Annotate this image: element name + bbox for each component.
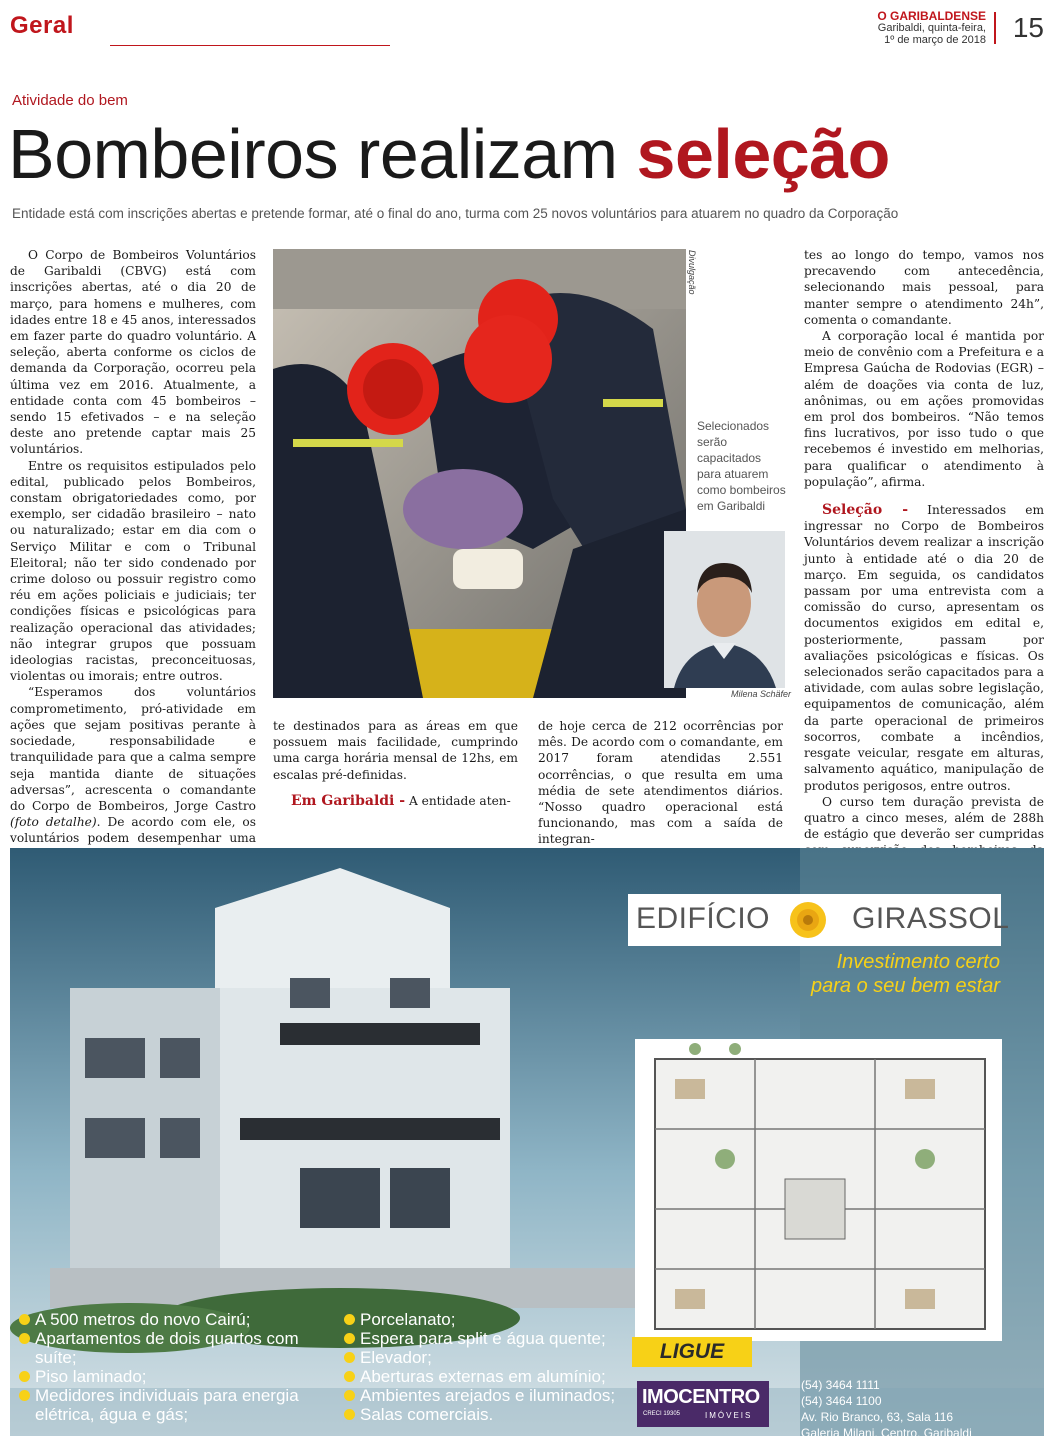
subhead-text: A entidade aten- bbox=[408, 793, 511, 808]
agency-name: IMOCENTRO bbox=[642, 1386, 760, 1408]
feature-item: Medidores individuais para energia elétrica, água e gás; bbox=[18, 1386, 318, 1424]
feature-item: Piso laminado; bbox=[18, 1367, 318, 1386]
rescue-photo bbox=[273, 249, 686, 698]
publication-info bbox=[877, 10, 986, 46]
address-2: Galeria Milani, Centro, Garibaldi bbox=[801, 1426, 972, 1440]
feature-item: Elevador; bbox=[343, 1348, 643, 1367]
article-headline bbox=[8, 112, 890, 196]
commander-portrait bbox=[664, 531, 785, 688]
photo-credit: Divulgação bbox=[687, 250, 697, 295]
publication-name: O GARIBALDENSE bbox=[877, 9, 986, 23]
location-day: Garibaldi, quinta-feira, bbox=[877, 22, 986, 34]
paragraph: tes ao longo do tempo, vamos nos precavendo com antecedência, selecionando mais pessoal, para manter sempre o atendimento 24h”, comenta o comandante. bbox=[804, 248, 1044, 327]
portrait-credit: Milena Schäfer bbox=[731, 689, 792, 699]
continued-text: . De acordo com ele, os voluntários podem desempenhar uma bbox=[10, 815, 256, 846]
feature-item: Ambientes arejados e iluminados; bbox=[343, 1386, 643, 1405]
page-number: 15 bbox=[1012, 12, 1044, 43]
floor-plan bbox=[635, 1039, 1002, 1341]
feature-item: A 500 metros do novo Cairú; bbox=[18, 1310, 318, 1329]
subhead-selecao: Seleção - bbox=[822, 502, 909, 519]
agency-sub: IMÓVEIS bbox=[705, 1411, 753, 1420]
feature-item: Aberturas externas em alumínio; bbox=[343, 1367, 643, 1386]
paragraph: de hoje cerca de 212 ocorrências por mês. De acordo com o comandante, em 2017 foram atendidas 2.551 ocorrências, o que resulta em uma média de sete atendimentos diários. “Nosso quadro operacional está funcionando, mas com a saída de integran- bbox=[538, 719, 783, 847]
headline-plain: Bombeiros realizam bbox=[8, 115, 618, 193]
brand-right: GIRASSOL bbox=[852, 902, 1010, 935]
article-column-2 bbox=[273, 718, 518, 809]
features-list-left bbox=[18, 1310, 318, 1424]
paragraph: O curso tem duração prevista de quatro a cinco meses, além de 288h de estágio que deverão ser cumpridas bbox=[804, 794, 1044, 842]
tagline-line-1: Investimento certo bbox=[836, 951, 1000, 973]
contact-info bbox=[801, 1377, 972, 1441]
paragraph: A corporação local é mantida por meio de convênio com a Prefeitura e a Empresa Gaúcha de Rodovias (EGR) – além de doações via conta de luz, anônimas, ou em ações promovidas em prol dos bombeiros. “Não temos fins lucrativos, por isso tudo o que recebemos é investido em melhorias, para qualificar o atendimento à população”, afirma. bbox=[804, 329, 1044, 489]
tagline-line-2: para o seu bem estar bbox=[811, 975, 1000, 997]
page-header bbox=[10, 10, 1048, 46]
page-divider bbox=[994, 12, 996, 44]
photo-caption: Selecionados serão capacitados para atuarem como bombeiros em Garibaldi bbox=[697, 419, 786, 513]
section-title: Geral bbox=[10, 12, 74, 39]
feature-item: Porcelanato; bbox=[343, 1310, 643, 1329]
agency-creci: CRECI 19305 bbox=[643, 1411, 681, 1417]
feature-item: Apartamentos de dois quartos com suíte; bbox=[18, 1329, 318, 1367]
article-column-1 bbox=[10, 247, 256, 879]
imocentro-logo bbox=[637, 1381, 769, 1427]
phone-2: (54) 3464 1100 bbox=[801, 1394, 882, 1408]
edificio-girassol-logo bbox=[628, 894, 1010, 946]
feature-item: Espera para split e água quente; bbox=[343, 1329, 643, 1348]
paragraph: te destinados para as áreas em que possuem mais facilidade, cumprindo uma carga horária mensal de 12hs, em escalas pré-definidas. bbox=[273, 719, 518, 782]
phone-1: (54) 3464 1111 bbox=[801, 1378, 880, 1392]
features-list-right bbox=[343, 1310, 643, 1424]
feature-item: Salas comerciais. bbox=[343, 1405, 643, 1424]
sunflower-icon bbox=[788, 900, 828, 940]
subhead-text: Interessados em ingressar no Corpo de Bombeiros Voluntários devem realizar a inscrição junto à entidade até o dia 20 de março. Em seguida, os candidatos passam por uma entrevista com a comissão do curso, apresentam os documentos exigidos em edital e, posteriormente, passam por avaliações psicológicas e físicas. Os selecionados serão capacitados para a atividade, com aulas sobre legislação, equipamentos de comunicação, além da parte operacional de primeiros socorros, combate a incêndios, resgate veicular, resgate em alturas, salvamento aquático, manipulação de produtos perigosos, entre outros. bbox=[804, 503, 1045, 793]
section-rule bbox=[110, 45, 390, 46]
address-1: Av. Rio Branco, 63, Sala 116 bbox=[801, 1410, 954, 1424]
ad-tagline bbox=[800, 950, 1000, 998]
subhead-em-garibaldi: Em Garibaldi - bbox=[291, 792, 406, 809]
paragraph bbox=[273, 793, 518, 809]
paragraph: O Corpo de Bombeiros Voluntários de Garibaldi (CBVG) está com inscrições abertas, até o dia 20 de março, para homens e mulheres, com idades entre 18 e 45 anos, interessados em fazer parte do quadro voluntário. A seleção, aberta conforme os ciclos de demanda da Corporação, ocorreu pela última vez em 2016. Atualmente, a entidade conta com 45 bombeiros – sendo 15 efetivados – e na seleção deste ano pretende captar mais 25 voluntários. bbox=[10, 248, 256, 457]
brand-left: EDIFÍCIO bbox=[636, 902, 771, 935]
photo-detail-note: (foto detalhe) bbox=[10, 815, 97, 830]
article-dek: Entidade está com inscrições abertas e pretende formar, até o final do ano, turma com 25 novos voluntários para atuarem no quadro da Corporação bbox=[12, 206, 899, 221]
paragraph bbox=[804, 502, 1044, 794]
headline-highlight: seleção bbox=[636, 115, 890, 193]
article-column-4 bbox=[804, 247, 1044, 891]
article-kicker: Atividade do bem bbox=[12, 92, 128, 109]
article-column-3 bbox=[538, 718, 783, 848]
quote-text: “Esperamos dos voluntários comprometimento, pró-atividade em ações que sejam positivas perante à sociedade, responsabilidade e tranquilidade para que a calma sempre seja mantida diante de situações adversas”, acrescenta o comandante do Corpo de Bombeiros, Jorge Castro bbox=[10, 685, 256, 813]
call-to-action: LIGUE bbox=[632, 1337, 752, 1367]
paragraph: Entre os requisitos estipulados pelo edital, publicado pelos Bombeiros, constam obrigatoriedades como, por exemplo, ser cidadão brasileiro – nato ou naturalizado; estar em dia com o Serviço Militar e com o Tribunal Eleitoral; não ter sido condenado por crime doloso ou possuir registro como réu em ações policiais e judiciais; ter condições físicas e psicológicas para realização operacional das atividades; não integrar grupos que possuam ideologias racistas, preconceituosas, violentas ou imorais; entre outros. bbox=[10, 458, 256, 684]
issue-date: 1º de março de 2018 bbox=[884, 34, 986, 46]
